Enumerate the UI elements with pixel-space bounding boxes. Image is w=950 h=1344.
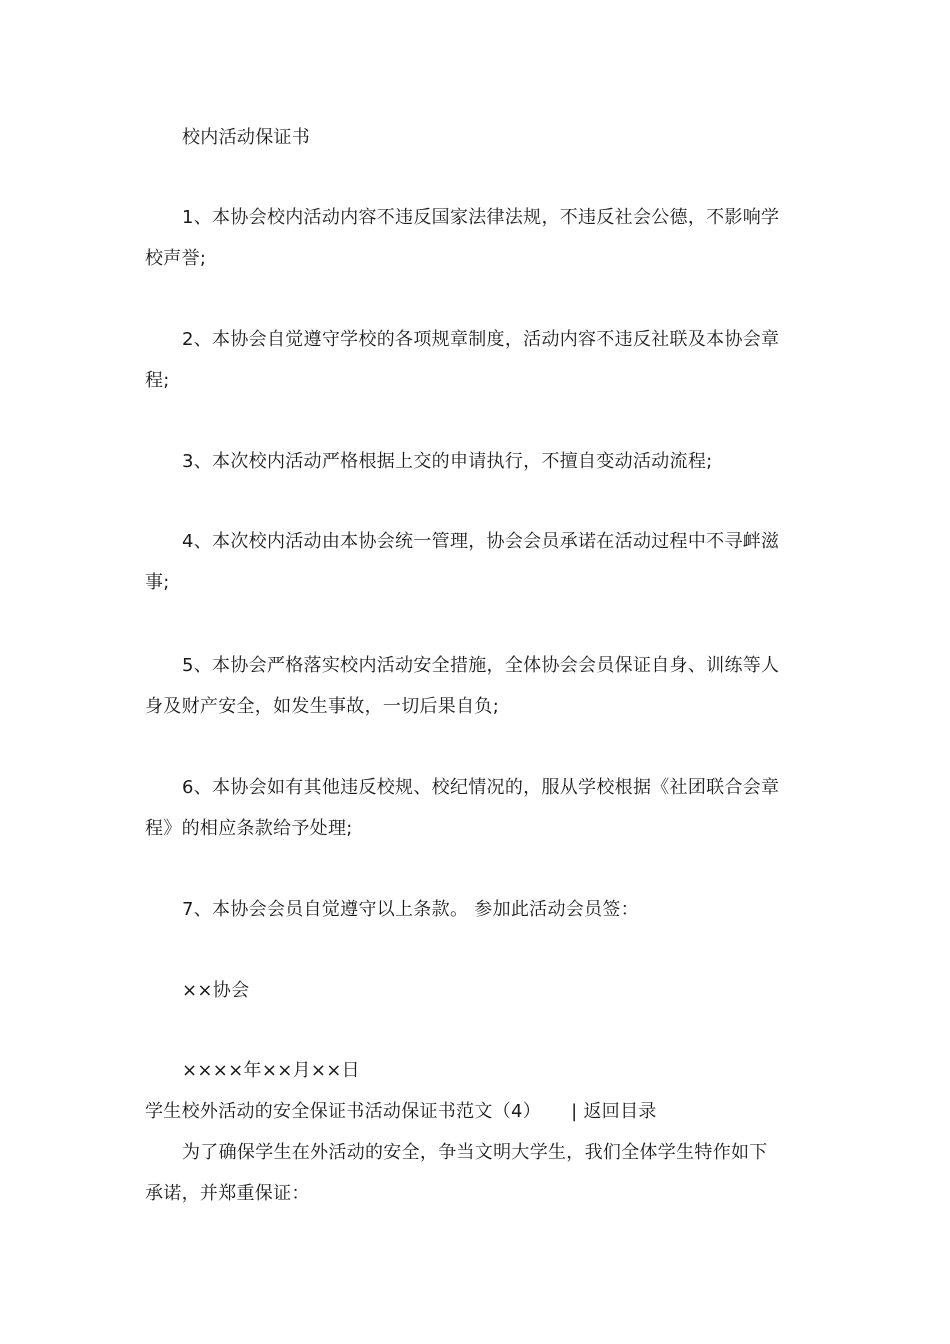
item-1-line-1: 1、本协会校内活动内容不违反国家法律法规，不违反社会公德，不影响学	[182, 207, 780, 228]
intro-line-2: 承诺，并郑重保证：	[145, 1183, 310, 1204]
item-3-line-1: 3、本次校内活动严格根据上交的申请执行，不擅自变动活动流程;	[182, 451, 713, 472]
item-5-line-1: 5、本协会严格落实校内活动安全措施，全体协会会员保证自身、训练等人	[182, 655, 780, 676]
item-2-line-1: 2、本协会自觉遵守学校的各项规章制度，活动内容不违反社联及本协会章	[182, 329, 780, 350]
item-2-line-2: 程;	[145, 370, 170, 391]
item-1-line-2: 校声誉;	[145, 248, 207, 269]
date-line: ××××年××月××日	[182, 1060, 360, 1081]
item-7-line-1: 7、本协会会员自觉遵守以上条款。 参加此活动会员签：	[182, 899, 639, 920]
item-4-line-2: 事;	[145, 572, 170, 593]
item-5-line-2: 身及财产安全，如发生事故，一切后果自负;	[145, 696, 500, 717]
item-6-line-1: 6、本协会如有其他违反校规、校纪情况的，服从学校根据《社团联合会章	[182, 777, 780, 798]
section-heading-row	[145, 1100, 657, 1124]
doc-title: 校内活动保证书	[182, 127, 311, 148]
org-signature: ××协会	[182, 980, 250, 1001]
section-heading: 学生校外活动的安全保证书活动保证书范文（4）	[145, 1101, 542, 1122]
intro-line-1: 为了确保学生在外活动的安全，争当文明大学生，我们全体学生特作如下	[182, 1142, 768, 1163]
item-6-line-2: 程》的相应条款给予处理;	[145, 818, 353, 839]
item-4-line-1: 4、本次校内活动由本协会统一管理，协会会员承诺在活动过程中不寻衅滋	[182, 531, 780, 552]
back-to-contents-link[interactable]: | 返回目录	[571, 1101, 657, 1122]
